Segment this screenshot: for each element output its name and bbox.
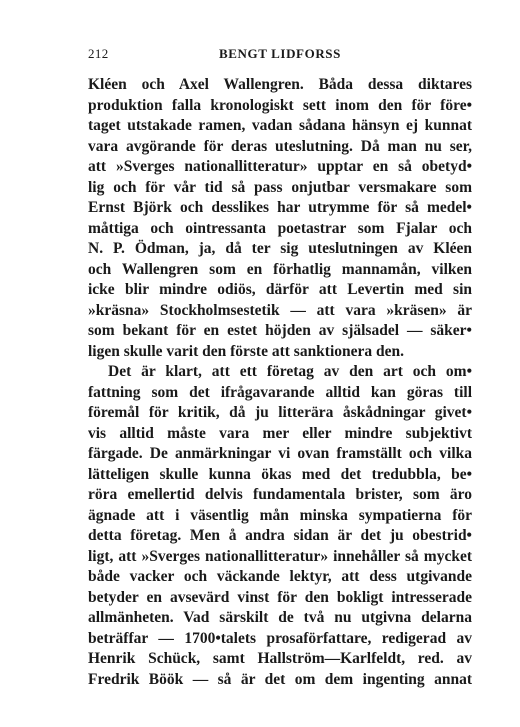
text-line: och Wallengren som en förhatlig mannamån, vilken	[88, 260, 472, 278]
text-line: betyder en avsevärd vinst för den bokligt intresserade	[88, 588, 472, 606]
text-line: produktion falla kronologiskt sett inom den för före•	[88, 96, 472, 114]
text-line: allmänheten. Vad särskilt de två nu utgivna delarna	[88, 609, 472, 626]
text-line: detta företag. Men å andra sidan är det ju obestrid•	[88, 527, 472, 544]
text-line: som bekant för en estet höjden av själsadel — säker•	[88, 322, 472, 339]
text-line: Fredrik Böök — så är det om dem ingenting annat	[88, 670, 472, 688]
text-line: Ernst Björk och desslikes har utrymme för så medel•	[88, 199, 472, 216]
body-text	[88, 75, 472, 690]
text-line: icke blir mindre odiös, därför att Levertin med sin	[88, 281, 472, 298]
text-line: färgade. De anmärkningar vi ovan framställt och vilka	[88, 445, 472, 462]
text-line: vara avgörande för deras uteslutning. Då man nu ser,	[88, 137, 472, 155]
text-line: röra emellertid delvis fundamentala brister, som äro	[88, 486, 472, 503]
text-line: både vacker och väckande lektyr, att dess utgivande	[88, 568, 472, 585]
paragraph-start-line: Det är klart, att ett företag av den art och om•	[108, 363, 472, 380]
text-line: föremål för kritik, då ju litterära åskådningar givet•	[88, 404, 472, 421]
text-line: fattning som det ifrågavarande alltid kan göras till	[88, 383, 472, 401]
text-line: att »Sverges nationallitteratur» upptar en så obetyd•	[88, 158, 472, 175]
text-line: måttiga och ointressanta poetastrar som Fjalar och	[88, 219, 472, 237]
text-line: lig och för vår tid så pass onjutbar versmakare som	[88, 178, 472, 196]
text-line: vis alltid måste vara mer eller mindre subjektivt	[88, 424, 472, 442]
running-head: BENGT LIDFORSS	[219, 46, 341, 61]
text-line: »kräsna» Stockholmsestetik — att vara »kräsen» är	[88, 301, 472, 319]
text-line: ligen skulle varit den förste att sanktionera den.	[88, 342, 405, 360]
text-line: lätteligen skulle kunna ökas med det tredubbla, be•	[88, 465, 472, 483]
page-header	[88, 46, 472, 66]
text-line: N. P. Ödman, ja, då ter sig uteslutningen av Kléen	[88, 240, 472, 257]
page-number: 212	[88, 46, 109, 61]
text-line: ägnade att i väsentlig mån minska sympatierna för	[88, 506, 472, 524]
text-line: ligt, att »Sverges nationallitteratur» innehåller så mycket	[88, 547, 472, 565]
text-line: beträffar — 1700•talets prosaförfattare, redigerad av	[88, 629, 472, 647]
text-line: taget utstakade ramen, vadan sådana hänsyn ej kunnat	[88, 117, 472, 134]
text-line: Kléen och Axel Wallengren. Båda dessa diktares	[88, 76, 472, 93]
text-line: Henrik Schück, samt Hallström—Karlfeldt, red. av	[88, 650, 472, 667]
